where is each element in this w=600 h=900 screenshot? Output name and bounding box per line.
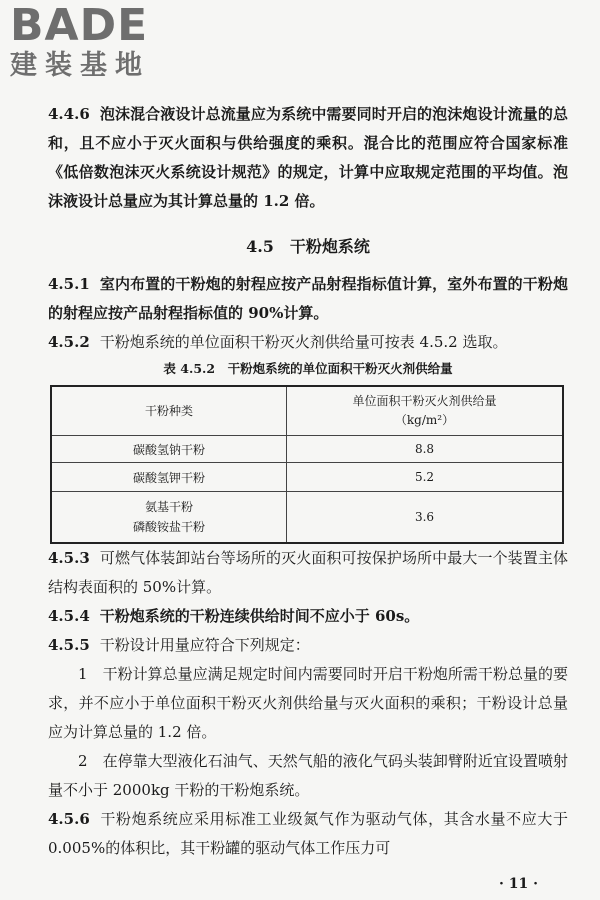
clause-number: 4.5.5	[48, 636, 90, 654]
table-header-supply	[287, 386, 563, 436]
logo-wordmark: BADE	[10, 0, 149, 51]
clause-number: 4.5.1	[48, 275, 90, 293]
dry-powder-supply-table	[50, 385, 564, 544]
logo-subtitle: 建装基地	[10, 50, 150, 81]
clause-text: 干粉炮系统的干粉连续供给时间不应小于 60s。	[99, 607, 420, 625]
clause-text: 干粉炮系统应采用标准工业级氮气作为驱动气体，其含水量不应大于 0.005%的体积比，其干粉罐的驱动气体工作压力可	[48, 810, 568, 857]
powder-type: 碳酸氢钾干粉	[51, 463, 287, 492]
clause-number: 4.5.6	[48, 810, 90, 828]
clause-text: 可燃气体装卸站台等场所的灭火面积可按保护场所中最大一个装置主体结构表面积的 50%计算。	[48, 549, 568, 596]
clause-4-5-6	[48, 805, 568, 863]
clause-text: 干粉炮系统的单位面积干粉灭火剂供给量可按表 4.5.2 选取。	[99, 333, 508, 351]
clause-4-5-2	[48, 328, 568, 357]
clause-4-5-5-item-2: 2 在停靠大型液化石油气、天然气船的液化气码头装卸臂附近宜设置喷射量不小于 2000kg 干粉的干粉炮系统。	[48, 752, 568, 799]
header-unit: （kg/m²）	[394, 413, 455, 427]
clause-number: 4.5.2	[48, 333, 90, 351]
supply-value: 3.6	[287, 492, 563, 544]
supply-value: 5.2	[287, 463, 563, 492]
clause-text: 泡沫混合液设计总流量应为系统中需要同时开启的泡沫炮设计流量的总和，且不应小于灭火面积与供给强度的乘积。混合比的范围应符合国家标准《低倍数泡沫灭火系统设计规范》的规定，计算中应取规定范围的平均值。泡沫液设计总量应为其计算总量的 1.2 倍。	[48, 105, 568, 210]
clause-number: 4.5.3	[48, 549, 90, 567]
table-header-row	[51, 386, 563, 436]
document-body	[48, 100, 568, 863]
bade-logo	[10, 0, 180, 82]
clause-4-4-6	[48, 100, 568, 216]
clause-4-5-5-item-1: 1 干粉计算总量应满足规定时间内需要同时开启干粉炮所需干粉总量的要求，并不应小于单位面积干粉灭火剂供给量与灭火面积的乘积；干粉设计总量应为计算总量的 1.2 倍。	[48, 665, 568, 741]
powder-type	[51, 492, 287, 544]
clause-text: 干粉设计用量应符合下列规定：	[99, 636, 310, 654]
clause-number: 4.4.6	[48, 105, 90, 123]
header-line: 单位面积干粉灭火剂供给量	[352, 394, 497, 408]
supply-value: 8.8	[287, 436, 563, 463]
table-row	[51, 492, 563, 544]
table-row	[51, 463, 563, 492]
clause-4-5-5	[48, 631, 568, 660]
clause-number: 4.5.4	[48, 607, 90, 625]
clause-4-5-4	[48, 602, 568, 631]
clause-text: 室内布置的干粉炮的射程应按产品射程指标值计算，室外布置的干粉炮的射程应按产品射程指标值的 90%计算。	[48, 275, 568, 322]
powder-type-line: 氨基干粉	[145, 500, 194, 514]
table-row	[51, 436, 563, 463]
powder-type-line: 磷酸铵盐干粉	[133, 520, 206, 534]
clause-4-5-1	[48, 270, 568, 328]
table-caption: 表 4.5.2 干粉炮系统的单位面积干粉灭火剂供给量	[163, 361, 453, 376]
powder-type: 碳酸氢钠干粉	[51, 436, 287, 463]
section-title-4-5: 4.5 干粉炮系统	[246, 237, 370, 256]
table-header-type: 干粉种类	[51, 386, 287, 436]
clause-4-5-3	[48, 544, 568, 602]
page-number: · 11 ·	[499, 876, 538, 892]
